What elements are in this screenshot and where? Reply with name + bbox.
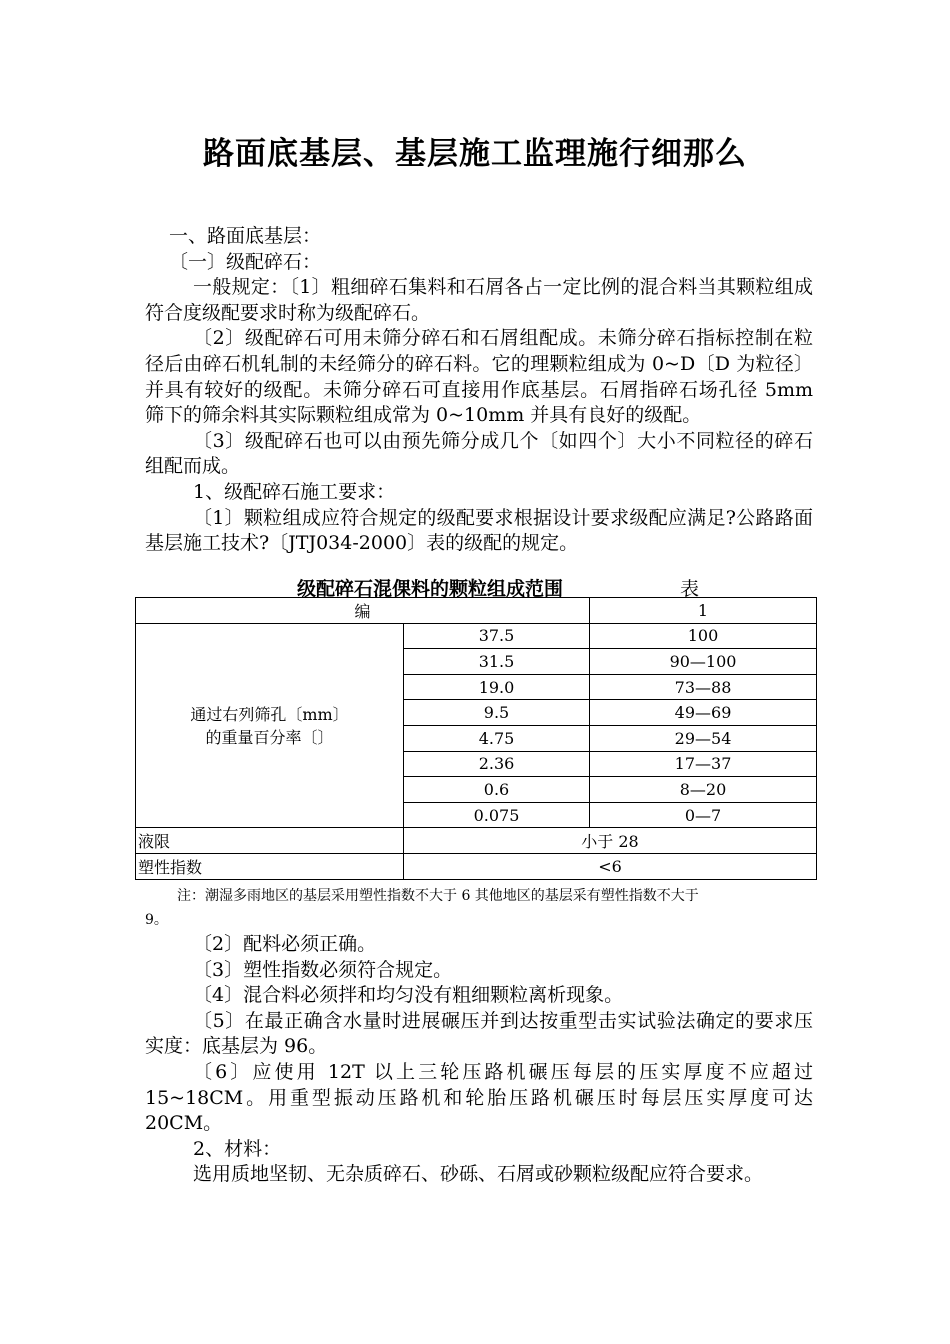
construction-heading: 1、级配碎石施工要求：	[193, 480, 396, 503]
pass-percent-cell: 49—69	[590, 700, 817, 726]
intro-section	[145, 224, 813, 557]
sieve-label-line2: 的重量百分率〔〕	[205, 728, 334, 748]
pass-percent-cell: 17—37	[590, 751, 817, 777]
note-line1: 注：潮湿多雨地区的基层采用塑性指数不大于 6 其他地区的基层采有塑性指数不大于	[177, 888, 699, 904]
table-note	[145, 884, 813, 932]
liquid-limit-label: 液限	[136, 828, 404, 854]
subsection-heading: 〔一〕级配碎石：	[169, 250, 322, 273]
table-caption-suffix: 表	[680, 578, 700, 600]
paragraph-req-1: 〔1〕颗粒组成应符合规定的级配要求根据设计要求级配应满足?公路路面基层施工技术?〔JTJ034-2000〕表的级配的规定。	[145, 506, 813, 555]
plasticity-row	[136, 853, 817, 879]
plasticity-value: <6	[404, 853, 817, 879]
pass-percent-cell: 29—54	[590, 725, 817, 751]
pass-percent-cell: 90—100	[590, 649, 817, 675]
pass-percent-cell: 0—7	[590, 802, 817, 828]
materials-text: 选用质地坚韧、无杂质碎石、砂砾、石屑或砂颗粒级配应符合要求。	[193, 1163, 764, 1186]
plasticity-label: 塑性指数	[136, 853, 404, 879]
note-line2: 9。	[145, 912, 168, 928]
liquid-limit-row	[136, 828, 817, 854]
requirement-5: 〔5〕在最正确含水量时进展碾压并到达按重型击实试验法确定的要求压实度：底基层为 96。	[145, 1009, 813, 1058]
requirements-section	[145, 932, 813, 1188]
sieve-label-line1: 通过右列筛孔〔mm〕	[190, 705, 349, 725]
pass-percent-cell: 73—88	[590, 674, 817, 700]
sieve-size-cell: 0.6	[404, 777, 590, 803]
requirement-2: 〔2〕配料必须正确。	[193, 933, 377, 955]
paragraph-3: 〔3〕级配碎石也可以由预先筛分成几个〔如四个〕大小不同粒径的碎石组配而成。	[145, 429, 813, 478]
sieve-size-cell: 2.36	[404, 751, 590, 777]
sieve-row-label	[136, 623, 404, 828]
sieve-size-cell: 19.0	[404, 674, 590, 700]
requirement-4: 〔4〕混合料必须拌和均匀没有粗细颗粒离析现象。	[193, 984, 624, 1007]
paragraph-2: 〔2〕级配碎石可用未筛分碎石和石屑组配成。未筛分碎石指标控制在粒径后由碎石机轧制的未经筛分的碎石料。它的理颗粒组成为 0~D〔D 为粒径〕并具有较好的级配。未筛分碎石可直接用作底基层。石屑指碎石场孔径 5mm 筛下的筛余料其实际颗粒组成常为 0~10mm 并具有良好的级配。	[145, 327, 813, 427]
sieve-size-cell: 9.5	[404, 700, 590, 726]
table-header-left: 编	[136, 598, 590, 624]
requirement-6: 〔6〕应使用 12T 以上三轮压路机碾压每层的压实厚度不应超过 15~18CM。用重型振动压路机和轮胎压路机碾压时每层压实厚度可达 20CM。	[145, 1060, 813, 1135]
paragraph-general: 一般规定：〔1〕粗细碎石集料和石屑各占一定比例的混合料当其颗粒组成符合度级配要求时称为级配碎石。	[145, 276, 813, 324]
sieve-size-cell: 37.5	[404, 623, 590, 649]
pass-percent-cell: 8—20	[590, 777, 817, 803]
sieve-size-cell: 0.075	[404, 802, 590, 828]
table-row	[136, 623, 817, 649]
table-caption: 级配碎石混倮料的颗粒组成范围	[297, 578, 564, 600]
gradation-table	[135, 597, 817, 880]
liquid-limit-value: 小于 28	[404, 828, 817, 854]
page-title: 路面底基层、基层施工监理施行细那么	[203, 136, 747, 172]
section-heading: 一、路面底基层：	[169, 225, 322, 247]
materials-heading: 2、材料：	[193, 1137, 282, 1160]
requirement-3: 〔3〕塑性指数必须符合规定。	[193, 958, 453, 981]
sieve-size-cell: 4.75	[404, 725, 590, 751]
table-header-right: 1	[590, 598, 817, 624]
sieve-size-cell: 31.5	[404, 649, 590, 675]
table-header-row	[136, 598, 817, 624]
pass-percent-cell: 100	[590, 623, 817, 649]
